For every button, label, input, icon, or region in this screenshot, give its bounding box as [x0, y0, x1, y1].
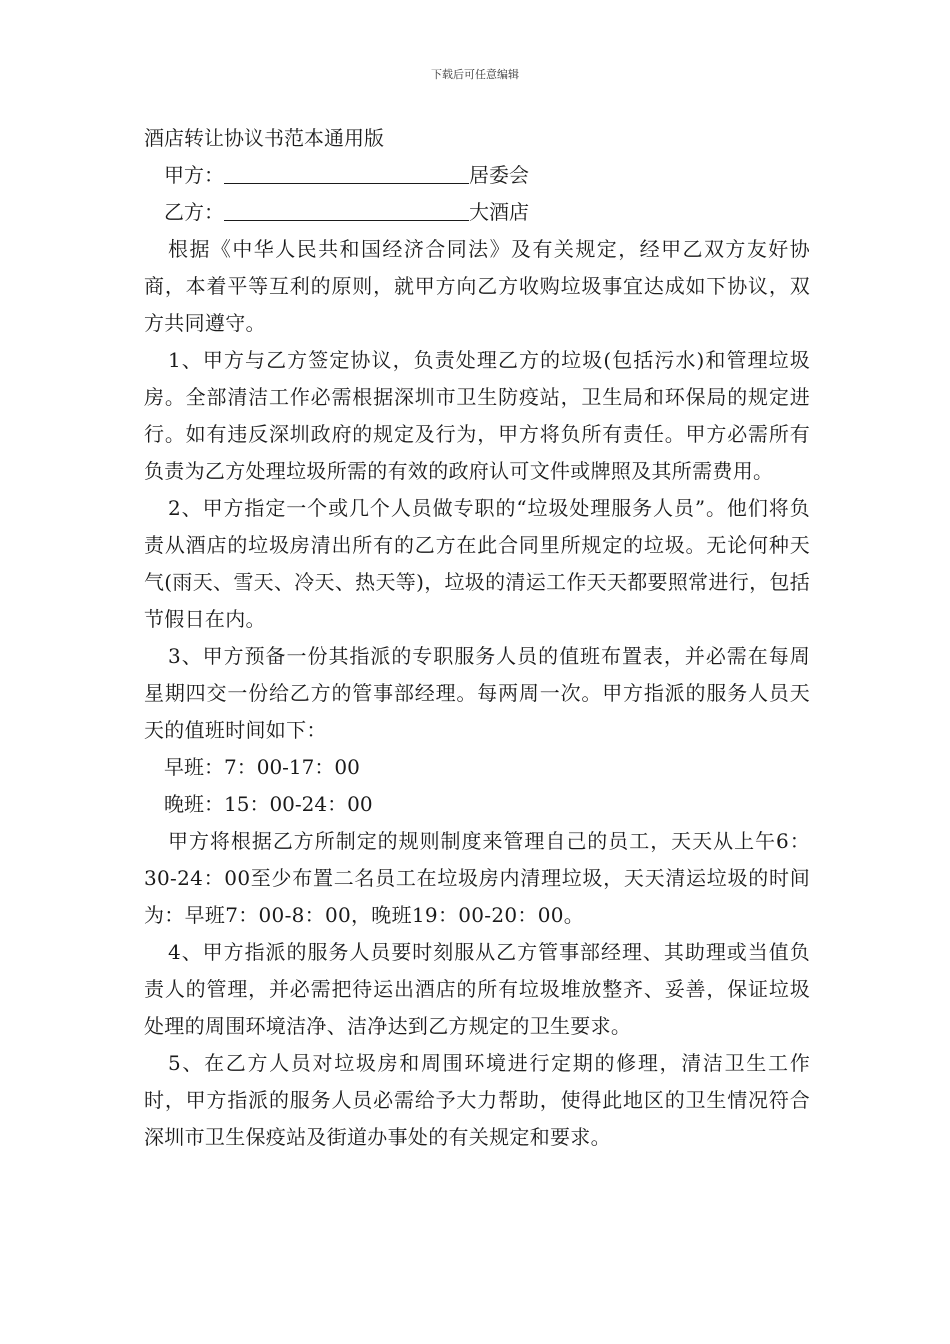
party-a-blank	[224, 163, 469, 184]
party-a-line	[144, 157, 810, 194]
header-note: 下载后可任意编辑	[431, 68, 519, 81]
document-body	[144, 120, 810, 1156]
staff-rule-paragraph: 甲方将根据乙方所制定的规则制度来管理自己的员工，天天从上午6：30-24：00至少布置二名员工在垃圾房内清理垃圾，天天清运垃圾的时间为：早班7：00-8：00，晚班19：00-20：00。	[144, 829, 810, 927]
document-title: 酒店转让协议书范本通用版	[144, 126, 384, 150]
shift-evening: 晚班：15：00-24：00	[164, 792, 373, 816]
party-b-label: 乙方：	[164, 200, 224, 224]
clause-1: 1、甲方与乙方签定协议，负责处理乙方的垃圾(包括污水)和管理垃圾房。全部清洁工作必需根据深圳市卫生防疫站，卫生局和环保局的规定进行。如有违反深圳政府的规定及行为，甲方将负所有责任。甲方必需所有负责为乙方处理垃圾所需的有效的政府认可文件或牌照及其所需费用。	[144, 348, 810, 483]
party-a-suffix: 居委会	[469, 163, 529, 187]
clause-5: 5、在乙方人员对垃圾房和周围环境进行定期的修理，清洁卫生工作时，甲方指派的服务人员必需给予大力帮助，使得此地区的卫生情况符合深圳市卫生保疫站及街道办事处的有关规定和要求。	[144, 1051, 810, 1149]
clause-3: 3、甲方预备一份其指派的专职服务人员的值班布置表，并必需在每周星期四交一份给乙方的管事部经理。每两周一次。甲方指派的服务人员天天的值班时间如下：	[144, 644, 810, 742]
party-b-blank	[224, 200, 469, 221]
party-b-suffix: 大酒店	[469, 200, 529, 224]
shift-morning: 早班：7：00-17：00	[164, 755, 360, 779]
party-b-line	[144, 194, 810, 231]
clause-2: 2、甲方指定一个或几个人员做专职的“垃圾处理服务人员”。他们将负责从酒店的垃圾房清出所有的乙方在此合同里所规定的垃圾。无论何种天气(雨天、雪天、冷天、热天等)，垃圾的清运工作天天都要照常进行，包括节假日在内。	[144, 496, 810, 631]
intro-paragraph: 根据《中华人民共和国经济合同法》及有关规定，经甲乙双方友好协商，本着平等互利的原则，就甲方向乙方收购垃圾事宜达成如下协议，双方共同遵守。	[144, 237, 810, 335]
clause-4: 4、甲方指派的服务人员要时刻服从乙方管事部经理、其助理或当值负责人的管理，并必需把待运出酒店的所有垃圾堆放整齐、妥善，保证垃圾处理的周围环境洁净、洁净达到乙方规定的卫生要求。	[144, 940, 810, 1038]
party-a-label: 甲方：	[164, 163, 224, 187]
